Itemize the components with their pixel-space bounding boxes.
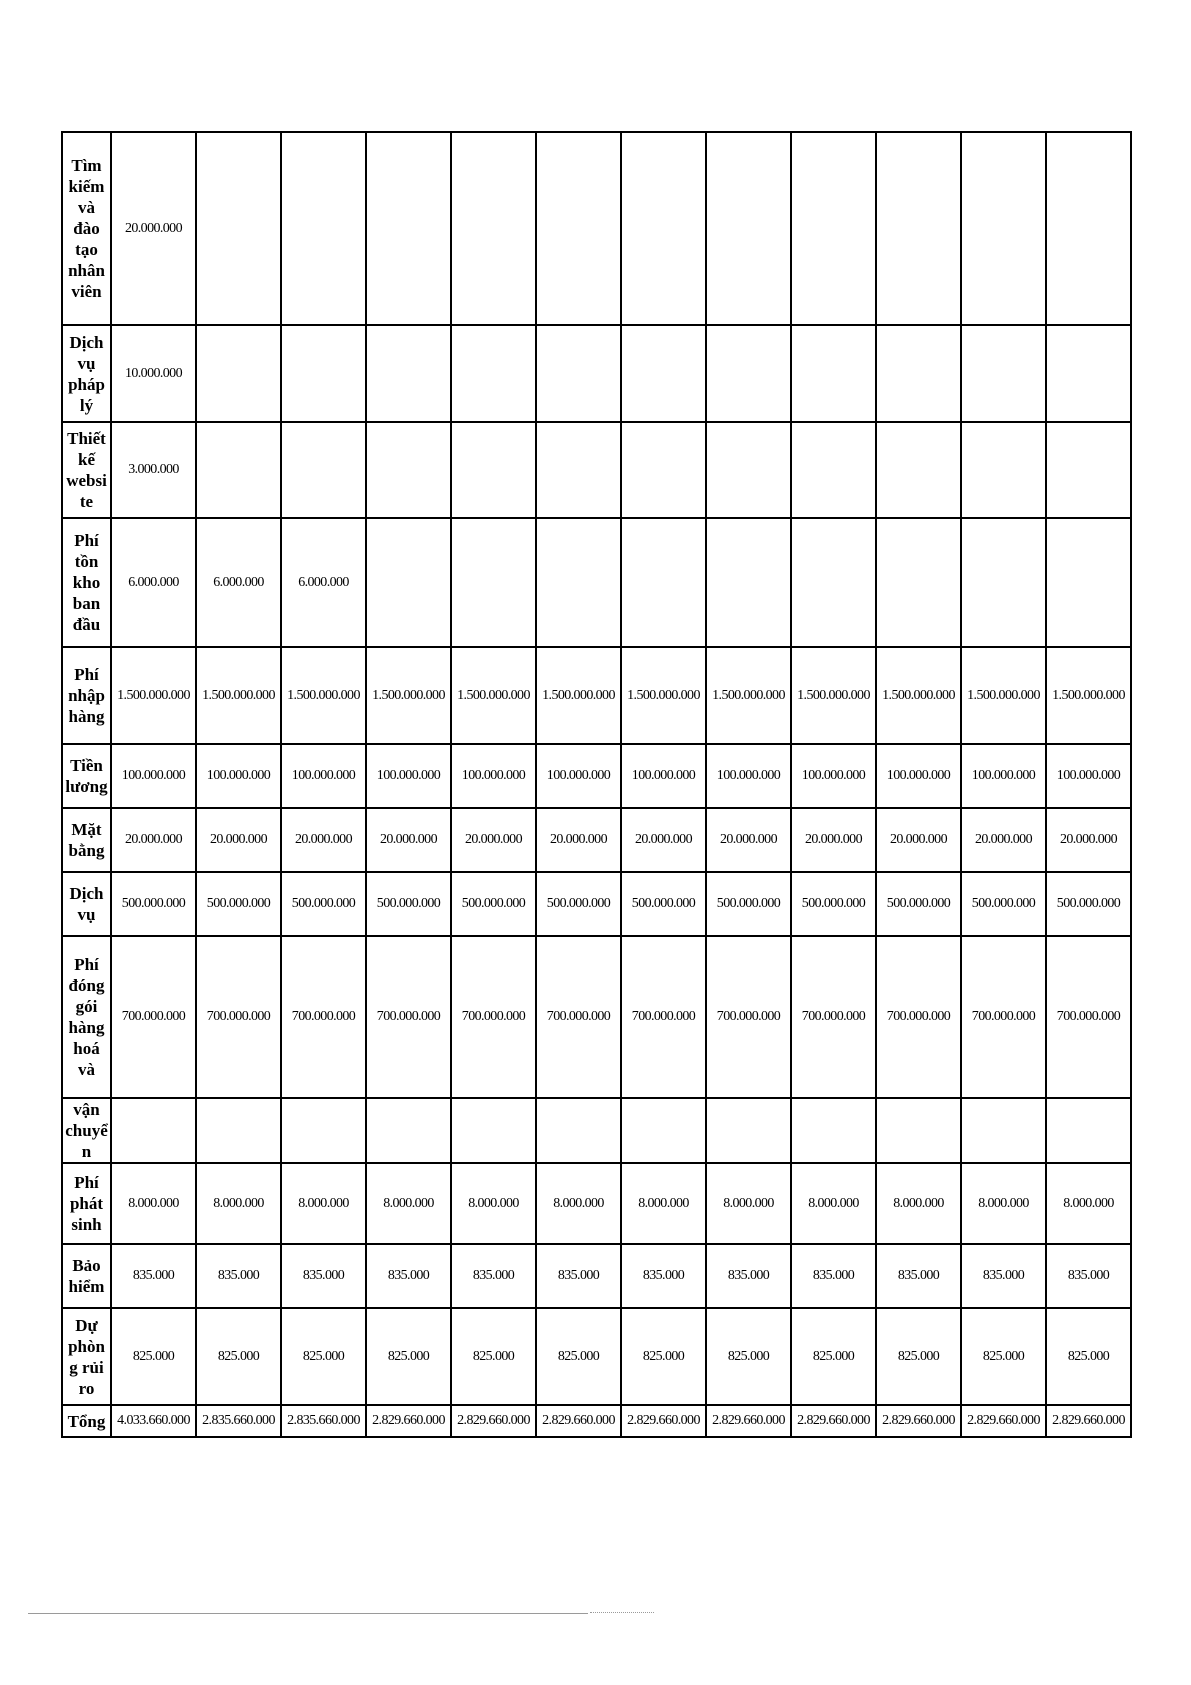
table-cell [196,325,281,422]
table-cell [1046,422,1131,518]
table-cell [366,132,451,325]
table-cell [451,325,536,422]
table-cell: 700.000.000 [281,936,366,1098]
table-cell: 100.000.000 [621,744,706,808]
table-cell: 500.000.000 [451,872,536,936]
table-cell: 835.000 [791,1244,876,1308]
table-cell [791,518,876,647]
table-cell [791,1098,876,1163]
table-cell: 20.000.000 [706,808,791,872]
table-cell: 100.000.000 [961,744,1046,808]
table-cell: 100.000.000 [451,744,536,808]
row-label: Dự phòng rủi ro [62,1308,111,1405]
table-row [62,422,1131,518]
table-cell: 1.500.000.000 [111,647,196,744]
row-label: Dịch vụ [62,872,111,936]
table-cell [536,1098,621,1163]
row-label: Phí nhập hàng [62,647,111,744]
footer-dotted-rule [590,1612,654,1615]
table-cell: 825.000 [281,1308,366,1405]
table-cell: 100.000.000 [536,744,621,808]
table-cell: 500.000.000 [366,872,451,936]
table-row [62,1163,1131,1244]
table-cell: 500.000.000 [791,872,876,936]
table-cell: 2.829.660.000 [451,1405,536,1437]
cost-table [61,131,1132,1438]
table-cell: 20.000.000 [791,808,876,872]
table-cell: 700.000.000 [621,936,706,1098]
table-cell: 20.000.000 [536,808,621,872]
table-cell [536,518,621,647]
table-row [62,518,1131,647]
table-cell: 1.500.000.000 [196,647,281,744]
table-cell [706,422,791,518]
table-cell [706,518,791,647]
table-cell: 500.000.000 [1046,872,1131,936]
table-cell [1046,518,1131,647]
table-cell: 1.500.000.000 [876,647,961,744]
table-row [62,132,1131,325]
row-label: Phí tồn kho ban đầu [62,518,111,647]
table-cell [536,325,621,422]
table-cell: 20.000.000 [281,808,366,872]
table-cell: 20.000.000 [366,808,451,872]
table-cell: 2.835.660.000 [281,1405,366,1437]
table-cell: 100.000.000 [876,744,961,808]
table-row [62,936,1131,1098]
table-cell: 2.829.660.000 [621,1405,706,1437]
table-cell: 8.000.000 [961,1163,1046,1244]
table-cell: 8.000.000 [111,1163,196,1244]
row-label: Thiết kế website [62,422,111,518]
table-cell: 2.829.660.000 [961,1405,1046,1437]
table-cell: 835.000 [196,1244,281,1308]
table-cell: 825.000 [366,1308,451,1405]
table-cell: 20.000.000 [876,808,961,872]
row-label: vận chuyển [62,1098,111,1163]
table-cell: 8.000.000 [621,1163,706,1244]
table-cell: 700.000.000 [536,936,621,1098]
table-cell: 2.835.660.000 [196,1405,281,1437]
table-cell: 1.500.000.000 [281,647,366,744]
table-cell: 835.000 [1046,1244,1131,1308]
table-cell [1046,1098,1131,1163]
table-cell: 1.500.000.000 [536,647,621,744]
table-cell: 6.000.000 [111,518,196,647]
table-cell: 825.000 [706,1308,791,1405]
table-cell [706,1098,791,1163]
table-cell [1046,325,1131,422]
table-cell: 835.000 [451,1244,536,1308]
table-cell: 2.829.660.000 [536,1405,621,1437]
table-cell: 20.000.000 [196,808,281,872]
table-cell: 8.000.000 [366,1163,451,1244]
table-cell: 8.000.000 [451,1163,536,1244]
footer-rule [28,1613,588,1614]
table-cell: 700.000.000 [706,936,791,1098]
table-cell: 500.000.000 [961,872,1046,936]
table-cell [536,422,621,518]
table-row [62,808,1131,872]
table-cell: 500.000.000 [876,872,961,936]
table-cell: 500.000.000 [536,872,621,936]
table-cell: 825.000 [196,1308,281,1405]
table-cell [876,325,961,422]
table-cell [451,422,536,518]
table-cell: 825.000 [1046,1308,1131,1405]
table-cell: 100.000.000 [366,744,451,808]
table-row [62,1098,1131,1163]
table-cell: 6.000.000 [196,518,281,647]
row-label: Phí phát sinh [62,1163,111,1244]
table-cell: 500.000.000 [281,872,366,936]
table-row [62,872,1131,936]
table-cell [876,518,961,647]
table-cell: 835.000 [366,1244,451,1308]
row-label: Phí đóng gói hàng hoá và [62,936,111,1098]
table-cell: 2.829.660.000 [366,1405,451,1437]
table-cell: 8.000.000 [791,1163,876,1244]
table-cell: 8.000.000 [876,1163,961,1244]
table-cell [876,1098,961,1163]
table-cell: 2.829.660.000 [876,1405,961,1437]
table-cell: 2.829.660.000 [1046,1405,1131,1437]
table-cell: 100.000.000 [281,744,366,808]
table-cell: 2.829.660.000 [791,1405,876,1437]
table-cell: 100.000.000 [196,744,281,808]
table-row [62,647,1131,744]
table-cell: 835.000 [706,1244,791,1308]
table-cell: 100.000.000 [791,744,876,808]
table-cell [706,325,791,422]
row-label: Tiền lương [62,744,111,808]
table-cell: 825.000 [621,1308,706,1405]
table-cell: 700.000.000 [1046,936,1131,1098]
table-cell [621,325,706,422]
table-cell: 700.000.000 [366,936,451,1098]
row-label: Tổng [62,1405,111,1437]
table-cell: 835.000 [621,1244,706,1308]
table-cell: 2.829.660.000 [706,1405,791,1437]
table-cell: 700.000.000 [196,936,281,1098]
table-cell: 100.000.000 [706,744,791,808]
table-cell: 1.500.000.000 [621,647,706,744]
table-cell [961,325,1046,422]
table-cell: 20.000.000 [111,808,196,872]
row-label: Mặt bằng [62,808,111,872]
table-cell: 100.000.000 [1046,744,1131,808]
table-cell [621,422,706,518]
table-cell [111,1098,196,1163]
table-cell [621,132,706,325]
table-cell: 20.000.000 [961,808,1046,872]
table-cell: 700.000.000 [961,936,1046,1098]
table-cell: 1.500.000.000 [961,647,1046,744]
table-cell [196,422,281,518]
table-row [62,1308,1131,1405]
table-cell: 700.000.000 [111,936,196,1098]
table-cell: 100.000.000 [111,744,196,808]
table-cell: 700.000.000 [451,936,536,1098]
table-cell [366,518,451,647]
table-cell [1046,132,1131,325]
table-cell [366,422,451,518]
table-cell [451,132,536,325]
cost-table-body [62,132,1131,1437]
table-cell: 1.500.000.000 [791,647,876,744]
table-cell [621,1098,706,1163]
table-row [62,1244,1131,1308]
table-cell: 1.500.000.000 [366,647,451,744]
table-row [62,325,1131,422]
table-row [62,1405,1131,1437]
row-label: Bảo hiểm [62,1244,111,1308]
row-label: Dịch vụ pháp lý [62,325,111,422]
table-cell: 700.000.000 [876,936,961,1098]
table-cell: 20.000.000 [451,808,536,872]
table-cell [281,1098,366,1163]
table-cell: 835.000 [111,1244,196,1308]
row-label: Tìm kiếm và đào tạo nhân viên [62,132,111,325]
table-cell: 20.000.000 [111,132,196,325]
table-cell [791,422,876,518]
table-cell [621,518,706,647]
table-cell: 835.000 [961,1244,1046,1308]
table-cell [196,132,281,325]
table-cell [876,422,961,518]
table-cell: 825.000 [961,1308,1046,1405]
table-cell: 700.000.000 [791,936,876,1098]
table-cell [961,132,1046,325]
table-cell [366,1098,451,1163]
table-cell: 3.000.000 [111,422,196,518]
table-cell: 8.000.000 [281,1163,366,1244]
table-cell [961,518,1046,647]
table-cell: 20.000.000 [1046,808,1131,872]
table-cell: 1.500.000.000 [1046,647,1131,744]
table-cell: 8.000.000 [196,1163,281,1244]
table-cell: 825.000 [791,1308,876,1405]
table-cell: 500.000.000 [706,872,791,936]
table-cell: 8.000.000 [536,1163,621,1244]
table-cell: 8.000.000 [1046,1163,1131,1244]
table-cell: 825.000 [111,1308,196,1405]
table-cell [451,518,536,647]
table-cell [961,1098,1046,1163]
table-cell: 500.000.000 [621,872,706,936]
table-cell: 6.000.000 [281,518,366,647]
table-cell [876,132,961,325]
table-cell: 835.000 [536,1244,621,1308]
table-cell [536,132,621,325]
table-cell: 825.000 [451,1308,536,1405]
table-cell [451,1098,536,1163]
table-cell: 825.000 [536,1308,621,1405]
table-cell: 835.000 [281,1244,366,1308]
table-cell: 500.000.000 [196,872,281,936]
table-cell: 825.000 [876,1308,961,1405]
table-cell: 835.000 [876,1244,961,1308]
table-cell: 10.000.000 [111,325,196,422]
table-cell [281,422,366,518]
table-cell: 4.033.660.000 [111,1405,196,1437]
table-cell [791,325,876,422]
table-cell: 1.500.000.000 [706,647,791,744]
table-cell [281,132,366,325]
table-cell: 20.000.000 [621,808,706,872]
table-cell [281,325,366,422]
table-cell [366,325,451,422]
table-cell: 8.000.000 [706,1163,791,1244]
table-cell: 1.500.000.000 [451,647,536,744]
table-cell [196,1098,281,1163]
table-cell: 500.000.000 [111,872,196,936]
table-cell [961,422,1046,518]
table-cell [706,132,791,325]
table-row [62,744,1131,808]
table-cell [791,132,876,325]
